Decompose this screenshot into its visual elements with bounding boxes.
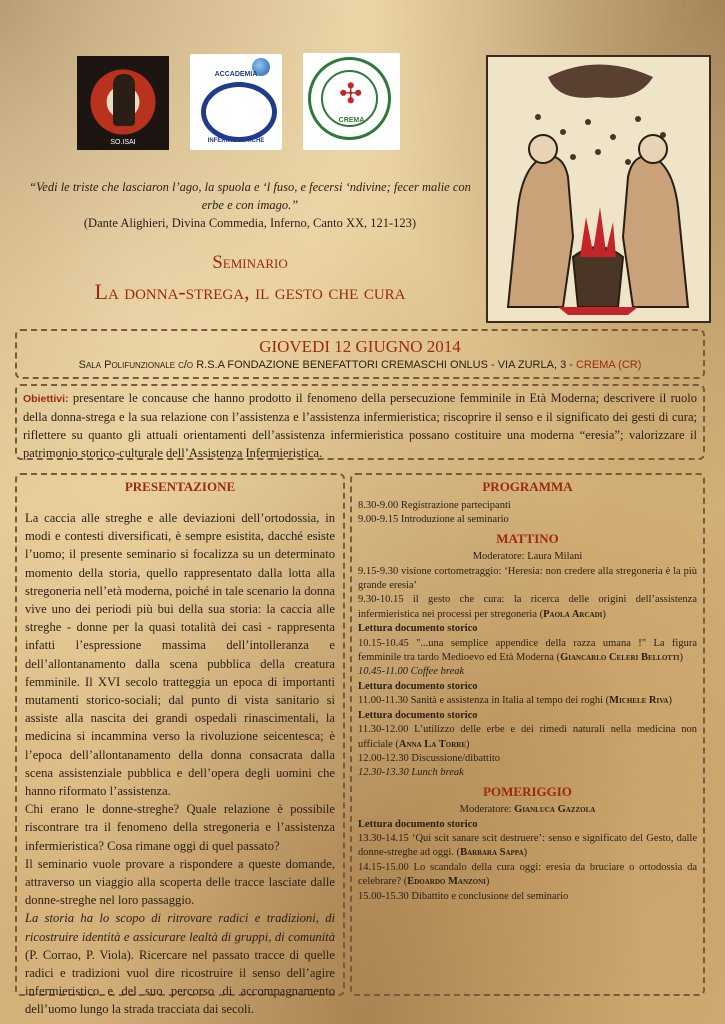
program-item: 14.15-15.00 Lo scandalo della cura oggi: eresia da bruciare o ortodossia da celebrare? (Edoardo Manzoni) (358, 861, 697, 888)
witches-woodcut-image (486, 55, 711, 323)
fondazione-benefattori-logo: ✣ CREMA (303, 53, 400, 150)
program-item: 9.00-9.15 Introduzione al seminario (358, 514, 509, 526)
program-header: PROGRAMMA (482, 479, 573, 494)
program-reading: Lettura documento storico (358, 623, 478, 635)
event-date-box (15, 329, 705, 379)
objectives-box (15, 384, 705, 460)
program-item: 13.30-14.15 ‘Qui scit sanare scit destruere’: senso e significato del Gesto, dalle donne-streghe ad oggi. (Barbara Sappa) (358, 832, 697, 859)
program-item: 12.00-12.30 Discussione/dibattito (358, 752, 501, 764)
program-item: 9.15-9.30 visione cortometraggio: ‘Heresia: non credere alla stregoneria è la più grande eresia’ (358, 565, 697, 592)
seminar-title: La donna-strega, il gesto che cura (94, 279, 406, 304)
event-date: GIOVEDI 12 GIUGNO 2014 (259, 337, 461, 356)
quote-text: “Vedi le triste che lasciaron l’ago, la spuola e ‘l fuso, e fecersi ‘ndivine; fecer malie con erbe e con imago.” (29, 180, 471, 212)
program-reading: Lettura documento storico (358, 709, 478, 721)
accademia-bottom-text: INFERMIERISTICHE (207, 138, 265, 144)
program-item: 9.30-10.15 il gesto che cura: la ricerca delle origini dell’assistenza infermieristica nei processi per stregoneria (Paola Arcadi) (358, 594, 697, 620)
presentation-header: PRESENTAZIONE (124, 479, 236, 494)
objectives-label: Obiettivi: (23, 393, 69, 405)
presentation-box (15, 473, 345, 1017)
program-item: 11.00-11.30 Sanità e assistenza in Italia al tempo dei roghi (Michele Riva) (358, 695, 672, 707)
presentation-paragraph: Chi erano le donne-streghe? Quale relazione è possibile riscontrare tra il fenomeno della stregoneria e l’assistenza infermieristica? Cosa rimane oggi di quel passato? (25, 802, 335, 853)
quote-source: (Dante Alighieri, Divina Commedia, Inferno, Canto XX, 121-123) (83, 216, 417, 230)
afternoon-moderator: Moderatore: Gianluca Gazzola (459, 804, 596, 816)
afternoon-header: POMERIGGIO (483, 783, 572, 799)
program-item: 11.30-12.00 L’utilizzo delle erbe e dei rimedi naturali nella medicina non ufficiale (Anna La Torre) (358, 724, 697, 750)
program-list (358, 499, 697, 904)
event-venue: Sala Polifunzionale c/o R.S.A FONDAZIONE BENEFATTORI CREMASCHI ONLUS - VIA ZURLA, 3 - CREMA (CR) (78, 359, 642, 371)
presentation-text (25, 509, 335, 1019)
program-item: 15.00-15.30 Dibattito e conclusione del seminario (358, 890, 569, 902)
event-city: CREMA (CR) (575, 359, 642, 371)
objectives-text: Obiettivi: presentare le concause che hanno prodotto il fenomeno della persecuzione femminile in Età Moderna; descrivere il ruolo della donna-strega e la sua relazione con l’assistenza e l’assistenza infermieristica; riscoprire il senso e il significato dei gesti di cura; riflettere su quanto gli attuali orientamenti dell’assistenza infermieristica possano costituire una moderna “eresia”; valorizzare il patrimonio storico-culturale dell’Assistenza Infermieristica. (23, 391, 697, 460)
morning-moderator: Moderatore: Laura Milani (472, 551, 583, 563)
presentation-paragraph: Il seminario vuole provare a rispondere a queste domande, attraverso un viaggio alla scoperta delle tracce lasciate dalle donne-streghe nel loro passaggio. (25, 856, 335, 908)
program-reading: Lettura documento storico (358, 680, 478, 692)
presentation-paragraph: La caccia alle streghe e alle deviazioni dell’ortodossia, in modi e contesti diversificati, è sempre esistita, dacché esiste l’uomo; il presente seminario si focalizza su un determinato momento della storia, quello rappresentato dalla lotta alla stregoneria nell’età moderna, poiché in tale scenario la donna vive uno dei periodi più bui della sua storia: la caccia alle streghe - donne per la quasi totalità dei casi - rappresenta infatti l’espressione massima dell’intolleranza e dell’allontanamento dalla scena pubblica della creatura femminile. Il XVI secolo tratteggia un epoca di importanti mutamenti storico-sociali; dal punto di vista sanitario si assiste alla nascita dei grandi ospedali rinascimentali, la medicina si incammina verso la rivoluzione seicentesca; è l’epoca dell’allontanamento della donna consacrata dalla scena assistenziale pubblica e dell’opera degli uomini che hanno riformato l’assistenza. (25, 511, 335, 799)
crema-label: CREMA (338, 117, 365, 124)
program-break: 10.45-11.00 Coffee break (358, 666, 465, 678)
morning-header: MATTINO (496, 530, 559, 546)
soisai-logo (77, 56, 169, 150)
dante-quote (20, 178, 480, 232)
accademia-top-text: ACCADEMIA (214, 71, 258, 78)
presentation-paragraph: La storia ha lo scopo di ritrovare radici e tradizioni, di ricostruire identità e assicurare lealtà di gruppi, di comunità (P. Corrao, P. Viola). Ricercare nel passato tracce di quelle radici e tradizioni vuol dire ricostruire il senso dell’agire infermieristico e del suo percorso di accompagnamento dell’uomo lungo la strada tracciata dai secoli. (25, 911, 335, 1017)
program-item: 10.15-10.45 "...una semplice appendice della razza umana !" La figura femminile tra tardo Medioevo ed Età Moderna (Giancarlo Celeri Bellotti) (358, 637, 697, 664)
program-item: 8.30-9.00 Registrazione partecipanti (358, 500, 511, 511)
program-reading: Lettura documento storico (358, 818, 478, 830)
program-box (350, 473, 705, 996)
program-break: 12.30-13.30 Lunch break (358, 767, 464, 779)
accademia-logo (190, 54, 282, 150)
seminar-label: Seminario (212, 252, 288, 273)
soisai-caption: SO.ISAI (110, 139, 136, 146)
